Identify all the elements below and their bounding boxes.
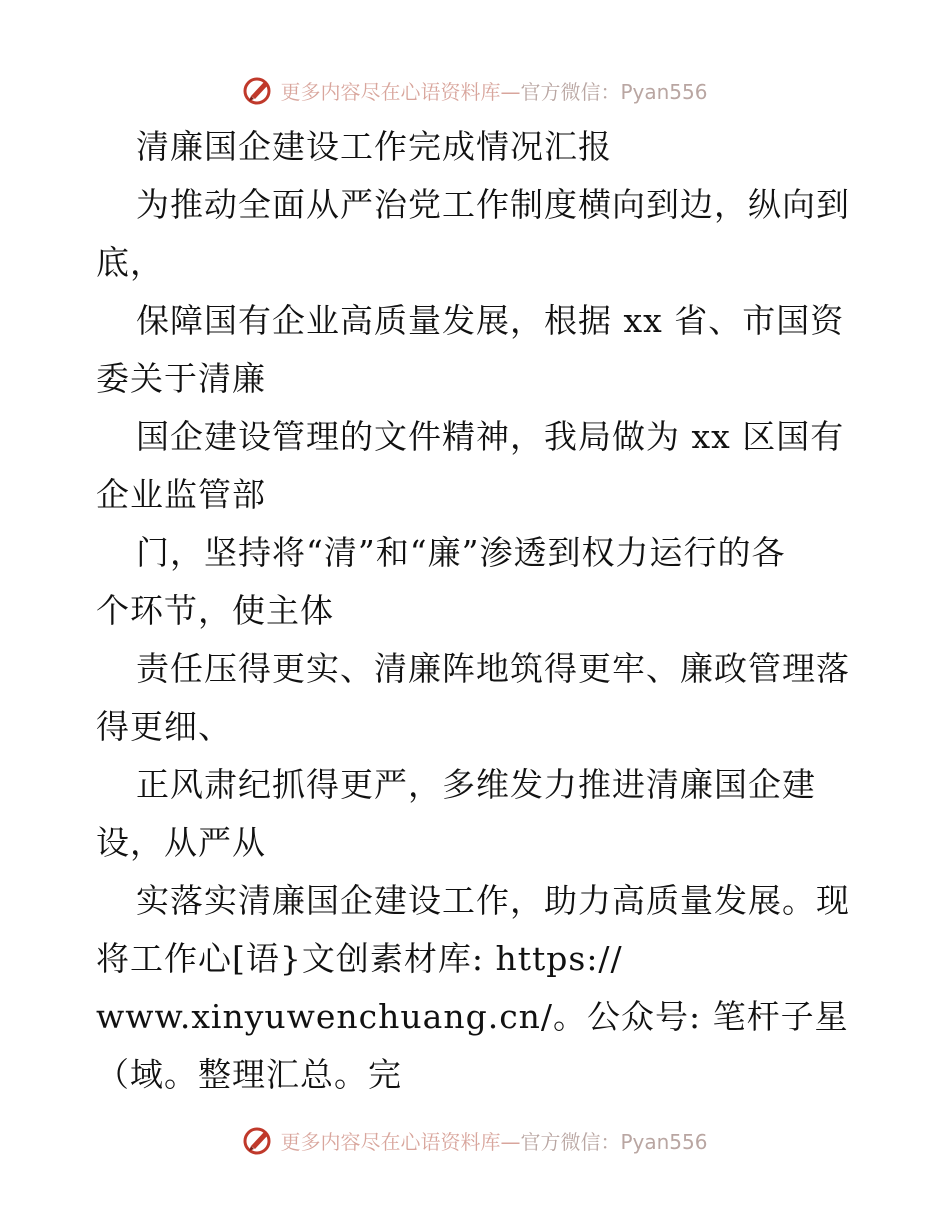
footer-watermark-banner bbox=[0, 1120, 950, 1160]
paragraph-line: 将工作心[语}文创素材库: https:// bbox=[96, 939, 623, 978]
paragraph-line: 实落实清廉国企建设工作，助力高质量发展。现 bbox=[136, 881, 850, 920]
banner-text bbox=[280, 1126, 707, 1155]
paragraph-line: 门，坚持将“清”和“廉”渗透到权力运行的各 bbox=[136, 533, 786, 572]
paragraph-line: 正风肃纪抓得更严，多维发力推进清廉国企建 bbox=[136, 765, 816, 804]
paragraph-line: 责任压得更实、清廉阵地筑得更牢、廉政管理落 bbox=[136, 649, 850, 688]
paragraph-line: 个环节，使主体 bbox=[96, 591, 334, 630]
paragraph-line: www.xinyuwenchuang.cn/。公众号: 笔杆子星 bbox=[96, 997, 849, 1036]
banner-wechat-text: 官方微信：Pyan556 bbox=[520, 79, 708, 104]
paragraph-line: 底， bbox=[96, 243, 164, 282]
header-watermark-banner bbox=[0, 70, 950, 110]
paragraph-line: 保障国有企业高质量发展，根据 xx 省、市国资 bbox=[136, 301, 845, 340]
banner-wechat-text: 官方微信：Pyan556 bbox=[520, 1129, 708, 1154]
pen-logo-icon bbox=[242, 1124, 274, 1156]
pen-logo-icon bbox=[242, 74, 274, 106]
paragraph-line: 设，从严从 bbox=[96, 823, 266, 862]
paragraph-line: 国企建设管理的文件精神，我局做为 xx 区国有 bbox=[136, 417, 845, 456]
banner-main-text: 更多内容尽在心语资料库— bbox=[280, 79, 521, 104]
document-title: 清廉国企建设工作完成情况汇报 bbox=[136, 127, 612, 166]
paragraph-line: 为推动全面从严治党工作制度横向到边，纵向到 bbox=[136, 185, 850, 224]
paragraph-line: 企业监管部 bbox=[96, 475, 266, 514]
document-body bbox=[96, 118, 856, 1104]
paragraph-line: 委关于清廉 bbox=[96, 359, 266, 398]
banner-text bbox=[280, 76, 707, 105]
paragraph-line: 得更细、 bbox=[96, 707, 232, 746]
paragraph-line: （域。整理汇总。完 bbox=[96, 1055, 402, 1094]
banner-main-text: 更多内容尽在心语资料库— bbox=[280, 1129, 521, 1154]
